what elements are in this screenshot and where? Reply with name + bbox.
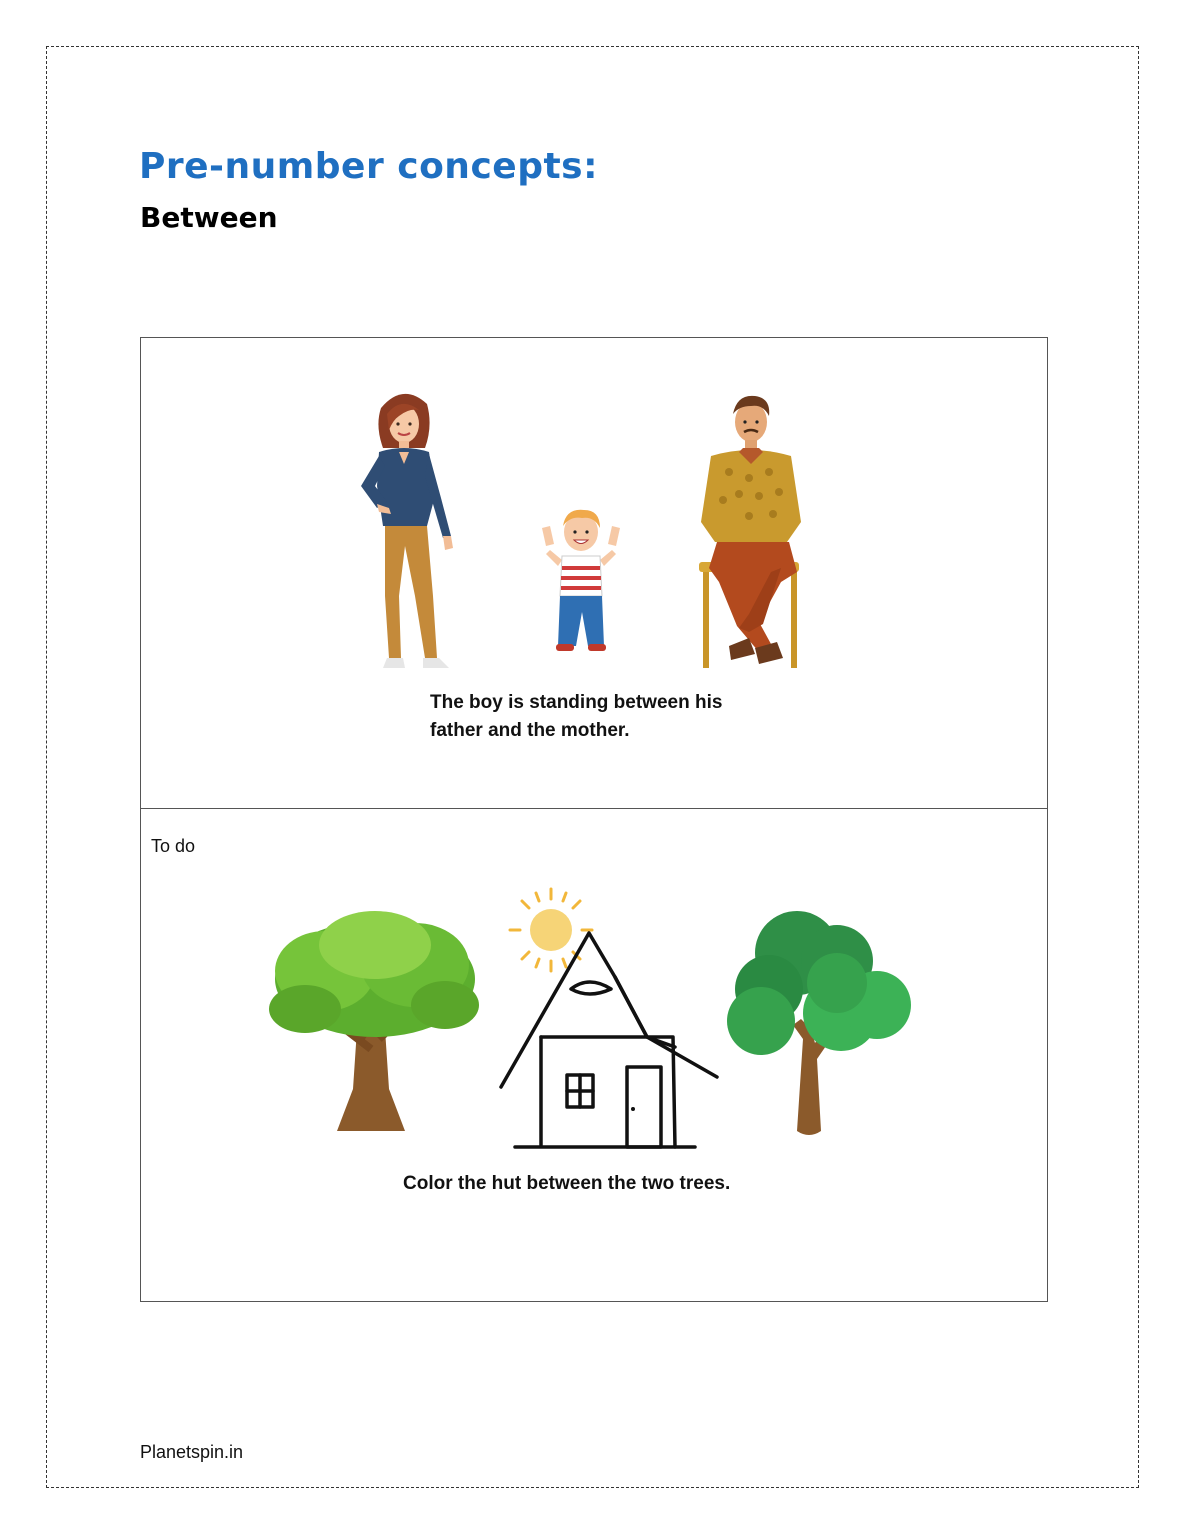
footer-site: Planetspin.in: [140, 1442, 244, 1462]
boy-illustration: [536, 506, 626, 656]
left-tree-illustration: [265, 909, 483, 1141]
hut-outline[interactable]: [497, 927, 723, 1153]
right-tree-illustration: [717, 909, 917, 1141]
father-illustration: [689, 392, 819, 672]
page-title: Pre-number concepts:: [139, 146, 598, 187]
caption-line-1: The boy is standing between his: [430, 692, 723, 713]
todo-instruction: Color the hut between the two trees.: [403, 1173, 731, 1194]
caption-line-2: father and the mother.: [430, 720, 630, 741]
example-panel: [140, 337, 1048, 809]
todo-label: To do: [151, 836, 196, 856]
mother-illustration: [353, 386, 483, 676]
example-caption: [430, 689, 790, 745]
todo-panel: [140, 808, 1048, 1302]
page-subtitle: Between: [140, 201, 278, 234]
